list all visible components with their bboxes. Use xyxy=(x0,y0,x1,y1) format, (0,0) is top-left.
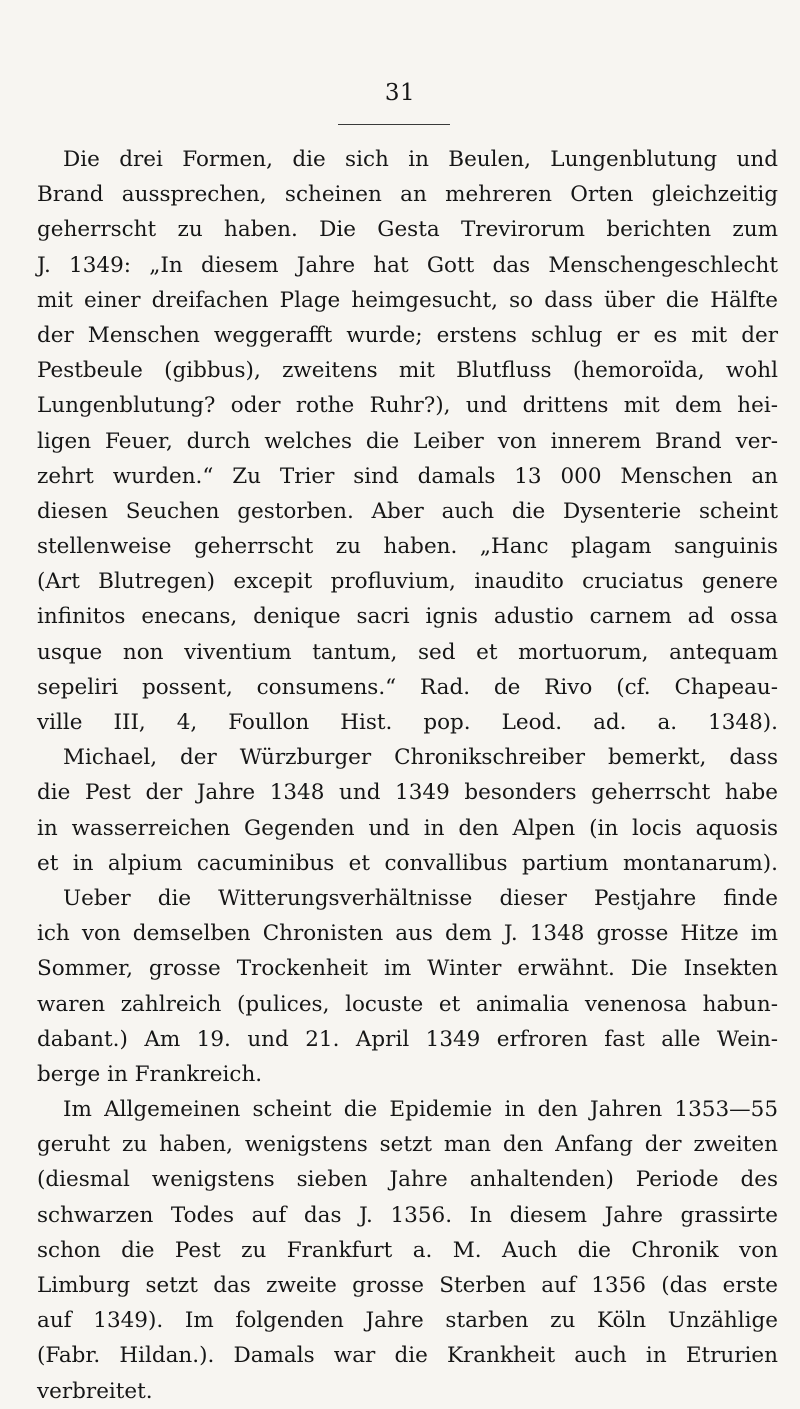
text-line xyxy=(37,353,778,388)
text-line-content: sepeliri possent, consumens.“ Rad. de Rivo (cf. Chapeau- xyxy=(37,674,778,700)
text-line xyxy=(37,1057,778,1092)
text-line-content: (diesmal wenigstens sieben Jahre anhaltenden) Periode des xyxy=(37,1167,778,1193)
text-line xyxy=(37,1338,778,1373)
text-line xyxy=(37,599,778,634)
text-line-content: geherrscht zu haben. Die Gesta Trevirorum berichten zum xyxy=(37,217,778,243)
header-rule xyxy=(338,124,450,125)
text-line-content: auf 1349). Im folgenden Jahre starben zu Köln Unzählige xyxy=(37,1308,778,1334)
text-line xyxy=(37,1374,778,1409)
text-line xyxy=(37,318,778,353)
text-line xyxy=(37,529,778,564)
text-line-content: geruht zu haben, wenigstens setzt man den Anfang der zweiten xyxy=(37,1132,778,1158)
text-line-content: ligen Feuer, durch welches die Leiber von innerem Brand ver- xyxy=(37,428,778,454)
text-line xyxy=(37,564,778,599)
text-line-content: berge in Frankreich. xyxy=(37,1061,263,1087)
page-number: 31 xyxy=(384,80,416,106)
text-line-content: schwarzen Todes auf das J. 1356. In diesem Jahre grassirte xyxy=(37,1202,778,1228)
text-line-content: waren zahlreich (pulices, locuste et animalia venenosa habun- xyxy=(37,991,778,1017)
text-line xyxy=(37,494,778,529)
text-line xyxy=(37,951,778,986)
text-line-content: in wasserreichen Gegenden und in den Alpen (in locis aquosis xyxy=(37,815,778,841)
text-line xyxy=(37,987,778,1022)
text-line-content: zehrt wurden.“ Zu Trier sind damals 13 000 Menschen an xyxy=(37,463,778,489)
body-text xyxy=(37,142,778,1409)
text-line xyxy=(37,459,778,494)
text-line-content: infinitos enecans, denique sacri ignis adustio carnem ad ossa xyxy=(37,604,778,630)
text-line xyxy=(37,1233,778,1268)
text-line xyxy=(37,1092,778,1127)
text-line-content: Lungenblutung? oder rothe Ruhr?), und drittens mit dem hei- xyxy=(37,393,778,419)
text-line-content: die Pest der Jahre 1348 und 1349 besonders geherrscht habe xyxy=(37,780,778,806)
text-line-content: ich von demselben Chronisten aus dem J. 1348 grosse Hitze im xyxy=(37,921,778,947)
text-line-content: Michael, der Würzburger Chronikschreiber bemerkt, dass xyxy=(63,745,778,771)
text-line xyxy=(37,1162,778,1197)
text-line xyxy=(37,1022,778,1057)
text-line-content: mit einer dreifachen Plage heimgesucht, so dass über die Hälfte xyxy=(37,287,778,313)
text-line-content: dabant.) Am 19. und 21. April 1349 erfroren fast alle Wein- xyxy=(37,1026,778,1052)
text-line xyxy=(37,1127,778,1162)
text-line xyxy=(37,424,778,459)
text-line xyxy=(37,846,778,881)
text-line-content: der Menschen weggerafft wurde; erstens schlug er es mit der xyxy=(37,322,778,348)
text-line-content: ville III, 4, Foullon Hist. pop. Leod. ad. a. 1348). xyxy=(37,710,778,735)
text-line xyxy=(37,1303,778,1338)
text-line-content: (Fabr. Hildan.). Damals war die Krankheit auch in Etrurien xyxy=(37,1343,778,1369)
text-line xyxy=(37,775,778,810)
text-line-content: schon die Pest zu Frankfurt a. M. Auch die Chronik von xyxy=(37,1237,778,1263)
text-line-content: Pestbeule (gibbus), zweitens mit Blutfluss (hemoroïda, wohl xyxy=(37,358,778,384)
text-line xyxy=(37,635,778,670)
text-line-content: Brand aussprechen, scheinen an mehreren Orten gleichzeitig xyxy=(37,182,778,208)
text-line-content: stellenweise geherrscht zu haben. „Hanc plagam sanguinis xyxy=(37,534,778,560)
text-line xyxy=(37,916,778,951)
text-line xyxy=(37,670,778,705)
text-line-content: et in alpium cacuminibus et convallibus partium montanarum). xyxy=(37,850,778,876)
text-line-content: (Art Blutregen) excepit profluvium, inaudito cruciatus genere xyxy=(37,569,778,595)
text-line xyxy=(37,388,778,423)
text-line-content: Limburg setzt das zweite grosse Sterben auf 1356 (das erste xyxy=(37,1273,778,1298)
text-line xyxy=(37,248,778,283)
text-line-content: Im Allgemeinen scheint die Epidemie in den Jahren 1353—55 xyxy=(63,1097,778,1123)
text-line xyxy=(37,811,778,846)
text-line xyxy=(37,177,778,212)
text-line-content: verbreitet. xyxy=(37,1378,153,1404)
text-line-content: usque non viventium tantum, sed et mortuorum, antequam xyxy=(37,639,778,665)
text-line-content: Die drei Formen, die sich in Beulen, Lungenblutung und xyxy=(63,147,778,172)
text-line-content: diesen Seuchen gestorben. Aber auch die Dysenterie scheint xyxy=(37,498,778,524)
text-line xyxy=(37,881,778,916)
text-line-content: Sommer, grosse Trockenheit im Winter erwähnt. Die Insekten xyxy=(37,956,778,982)
text-line xyxy=(37,740,778,775)
text-line xyxy=(37,1268,778,1303)
text-line xyxy=(37,212,778,247)
text-line-content: J. 1349: „In diesem Jahre hat Gott das Menschengeschlecht xyxy=(37,252,778,278)
text-line xyxy=(37,1198,778,1233)
text-line xyxy=(37,283,778,318)
text-line xyxy=(37,142,778,177)
text-line-content: Ueber die Witterungsverhältnisse dieser Pestjahre finde xyxy=(63,885,778,911)
text-line xyxy=(37,705,778,740)
